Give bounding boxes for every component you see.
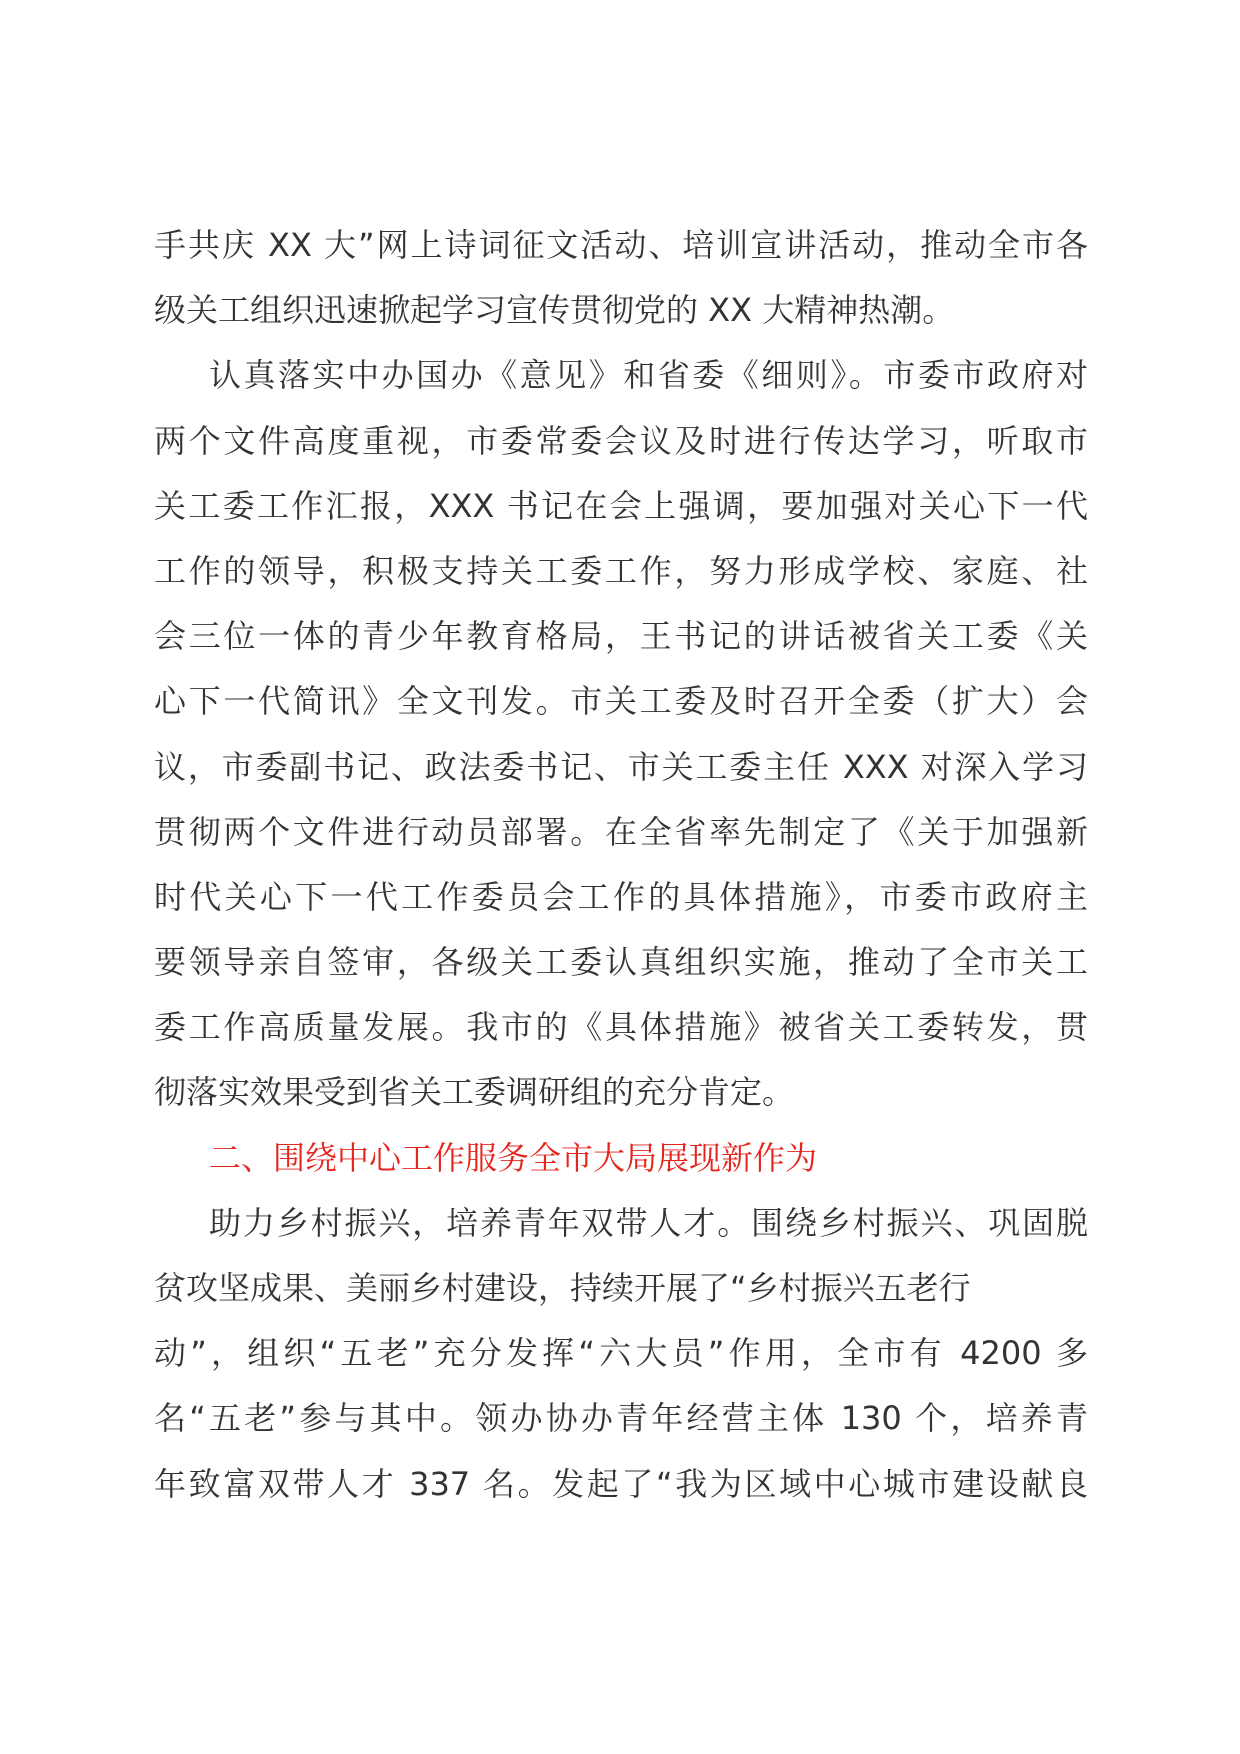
text-line: 认真落实中办国办《意见》和省委《细则》。市委市政府对	[209, 356, 1088, 395]
paragraph-rural-revitalization	[154, 1191, 1088, 1517]
text-line: 时代关心下一代工作委员会工作的具体措施》，市委市政府主	[154, 877, 1088, 916]
text-line: 贫攻坚成果、美丽乡村建设，持续开展了“乡村振兴五老行	[154, 1269, 971, 1307]
text-line: 手共庆 XX 大”网上诗词征文活动、培训宣讲活动，推动全市各	[154, 226, 1088, 264]
paragraph-implementation	[154, 343, 1088, 1125]
text-line: 彻落实效果受到省关工委调研组的充分肯定。	[154, 1073, 795, 1112]
text-line: 要领导亲自签审，各级关工委认真组织实施，推动了全市关工	[154, 943, 1088, 982]
text-line: 工作的领导，积极支持关工委工作，努力形成学校、家庭、社	[154, 551, 1088, 590]
text-line: 会三位一体的青少年教育格局，王书记的讲话被省关工委《关	[154, 617, 1088, 656]
text-line: 两个文件高度重视，市委常委会议及时进行传达学习，听取市	[154, 421, 1088, 460]
text-line: 关工委工作汇报，XXX 书记在会上强调，要加强对关心下一代	[154, 486, 1088, 525]
text-line: 委工作高质量发展。我市的《具体措施》被省关工委转发，贯	[154, 1008, 1088, 1047]
text-line: 年致富双带人才 337 名。发起了“我为区域中心城市建设献良	[154, 1464, 1088, 1503]
text-line: 名“五老”参与其中。领办协办青年经营主体 130 个，培养青	[154, 1399, 1088, 1438]
text-line: 心下一代简讯》全文刊发。市关工委及时召开全委（扩大）会	[154, 682, 1088, 721]
text-line: 级关工组织迅速掀起学习宣传贯彻党的 XX 大精神热潮。	[154, 291, 955, 330]
paragraph-continuation	[154, 213, 1088, 343]
document-page	[154, 213, 1088, 1517]
text-line: 议，市委副书记、政法委书记、市关工委主任 XXX 对深入学习	[154, 747, 1088, 786]
text-line: 贯彻两个文件进行动员部署。在全省率先制定了《关于加强新	[154, 812, 1088, 851]
section-heading: 二、围绕中心工作服务全市大局展现新作为	[209, 1138, 818, 1177]
text-line: 助力乡村振兴，培养青年双带人才。围绕乡村振兴、巩固脱	[209, 1203, 1088, 1242]
text-line: 动”，组织“五老”充分发挥“六大员”作用，全市有 4200 多	[154, 1334, 1088, 1373]
